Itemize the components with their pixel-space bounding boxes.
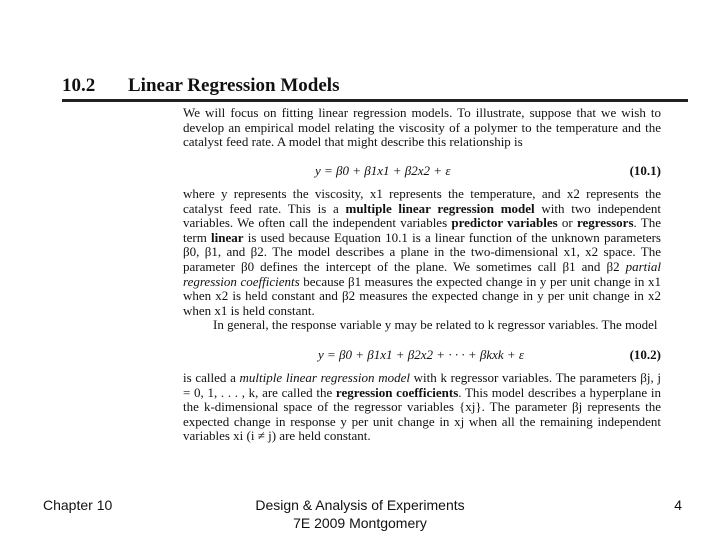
footer-book-line-2: 7E 2009 Montgomery <box>293 515 427 531</box>
footer-book-title <box>210 496 510 532</box>
italic-term-mlrm: multiple linear regression model <box>239 370 410 385</box>
bold-term-regression-coefficients: regression coefficients <box>335 384 459 400</box>
bold-term-predictor-variables: predictor variables <box>451 215 558 231</box>
general-model-sentence: In general, the response variable y may be related to k regressor variables. The model <box>213 317 658 333</box>
equation-number: (10.2) <box>629 347 661 362</box>
text-run: with two independent variables. We often call the independent variables <box>183 200 661 231</box>
italic-term-partial-regression-coefficients: partial regression coefficients <box>183 258 661 289</box>
text-run: is called a <box>183 370 240 385</box>
equation-expression: y = β0 + β1x1 + β2x2 + · · · + βkxk + ε <box>318 347 525 362</box>
text-run: with k regressor variables. The parameters βj, j = 0, 1, . . . , k, are called the <box>183 370 661 400</box>
text-run: . The term <box>183 215 661 245</box>
footer-book-line-1: Design & Analysis of Experiments <box>255 497 465 513</box>
bold-term-regressors: regressors <box>576 215 634 231</box>
equation-expression: y = β0 + β1x1 + β2x2 + ε <box>315 163 451 178</box>
text-run: is used because Equation 10.1 is a linear function of the unknown parameters β0, β1, and β2. The model describes a plane in the two-dimensional x1, x2 space. The parameter β0 defines the intercept of the plane. We sometimes call β1 and β2 <box>183 229 661 274</box>
footer-chapter: Chapter 10 <box>43 497 113 513</box>
bold-term-mlrm: multiple linear regression model <box>345 200 535 216</box>
footer-page-number: 4 <box>674 497 682 513</box>
section-number: 10.2 <box>62 75 96 96</box>
model-explanation-paragraph <box>183 187 661 333</box>
text-run: or <box>557 215 577 231</box>
equation-10-1 <box>183 163 661 179</box>
equation-number: (10.1) <box>629 163 661 178</box>
text-run: where y represents the viscosity, x1 represents the temperature, and x2 represents the catalyst feed rate. This is a <box>183 186 661 216</box>
equation-10-2 <box>183 347 661 363</box>
intro-paragraph: We will focus on fitting linear regression models. To illustrate, suppose that we wish to develop an empirical model relating the viscosity of a polymer to the temperature and the catalyst feed rate. A model that might describe this relationship is <box>183 105 661 150</box>
text-run: . This model describes a hyperplane in the k-dimensional space of the regressor variables {xj}. The parameter βj represents the expected change in response y per unit change in xj when all the remaining independent variables xi (i ≠ j) are held constant. <box>183 384 662 444</box>
section-heading <box>62 73 688 102</box>
section-title: Linear Regression Models <box>128 75 340 96</box>
bold-term-linear: linear <box>211 229 244 245</box>
text-run: because β1 measures the expected change in y per unit change in x1 when x2 is held constant and β2 measures the expected change in y per unit change in x2 when x1 is held constant. <box>183 273 661 318</box>
regression-coefficients-paragraph <box>183 371 661 444</box>
